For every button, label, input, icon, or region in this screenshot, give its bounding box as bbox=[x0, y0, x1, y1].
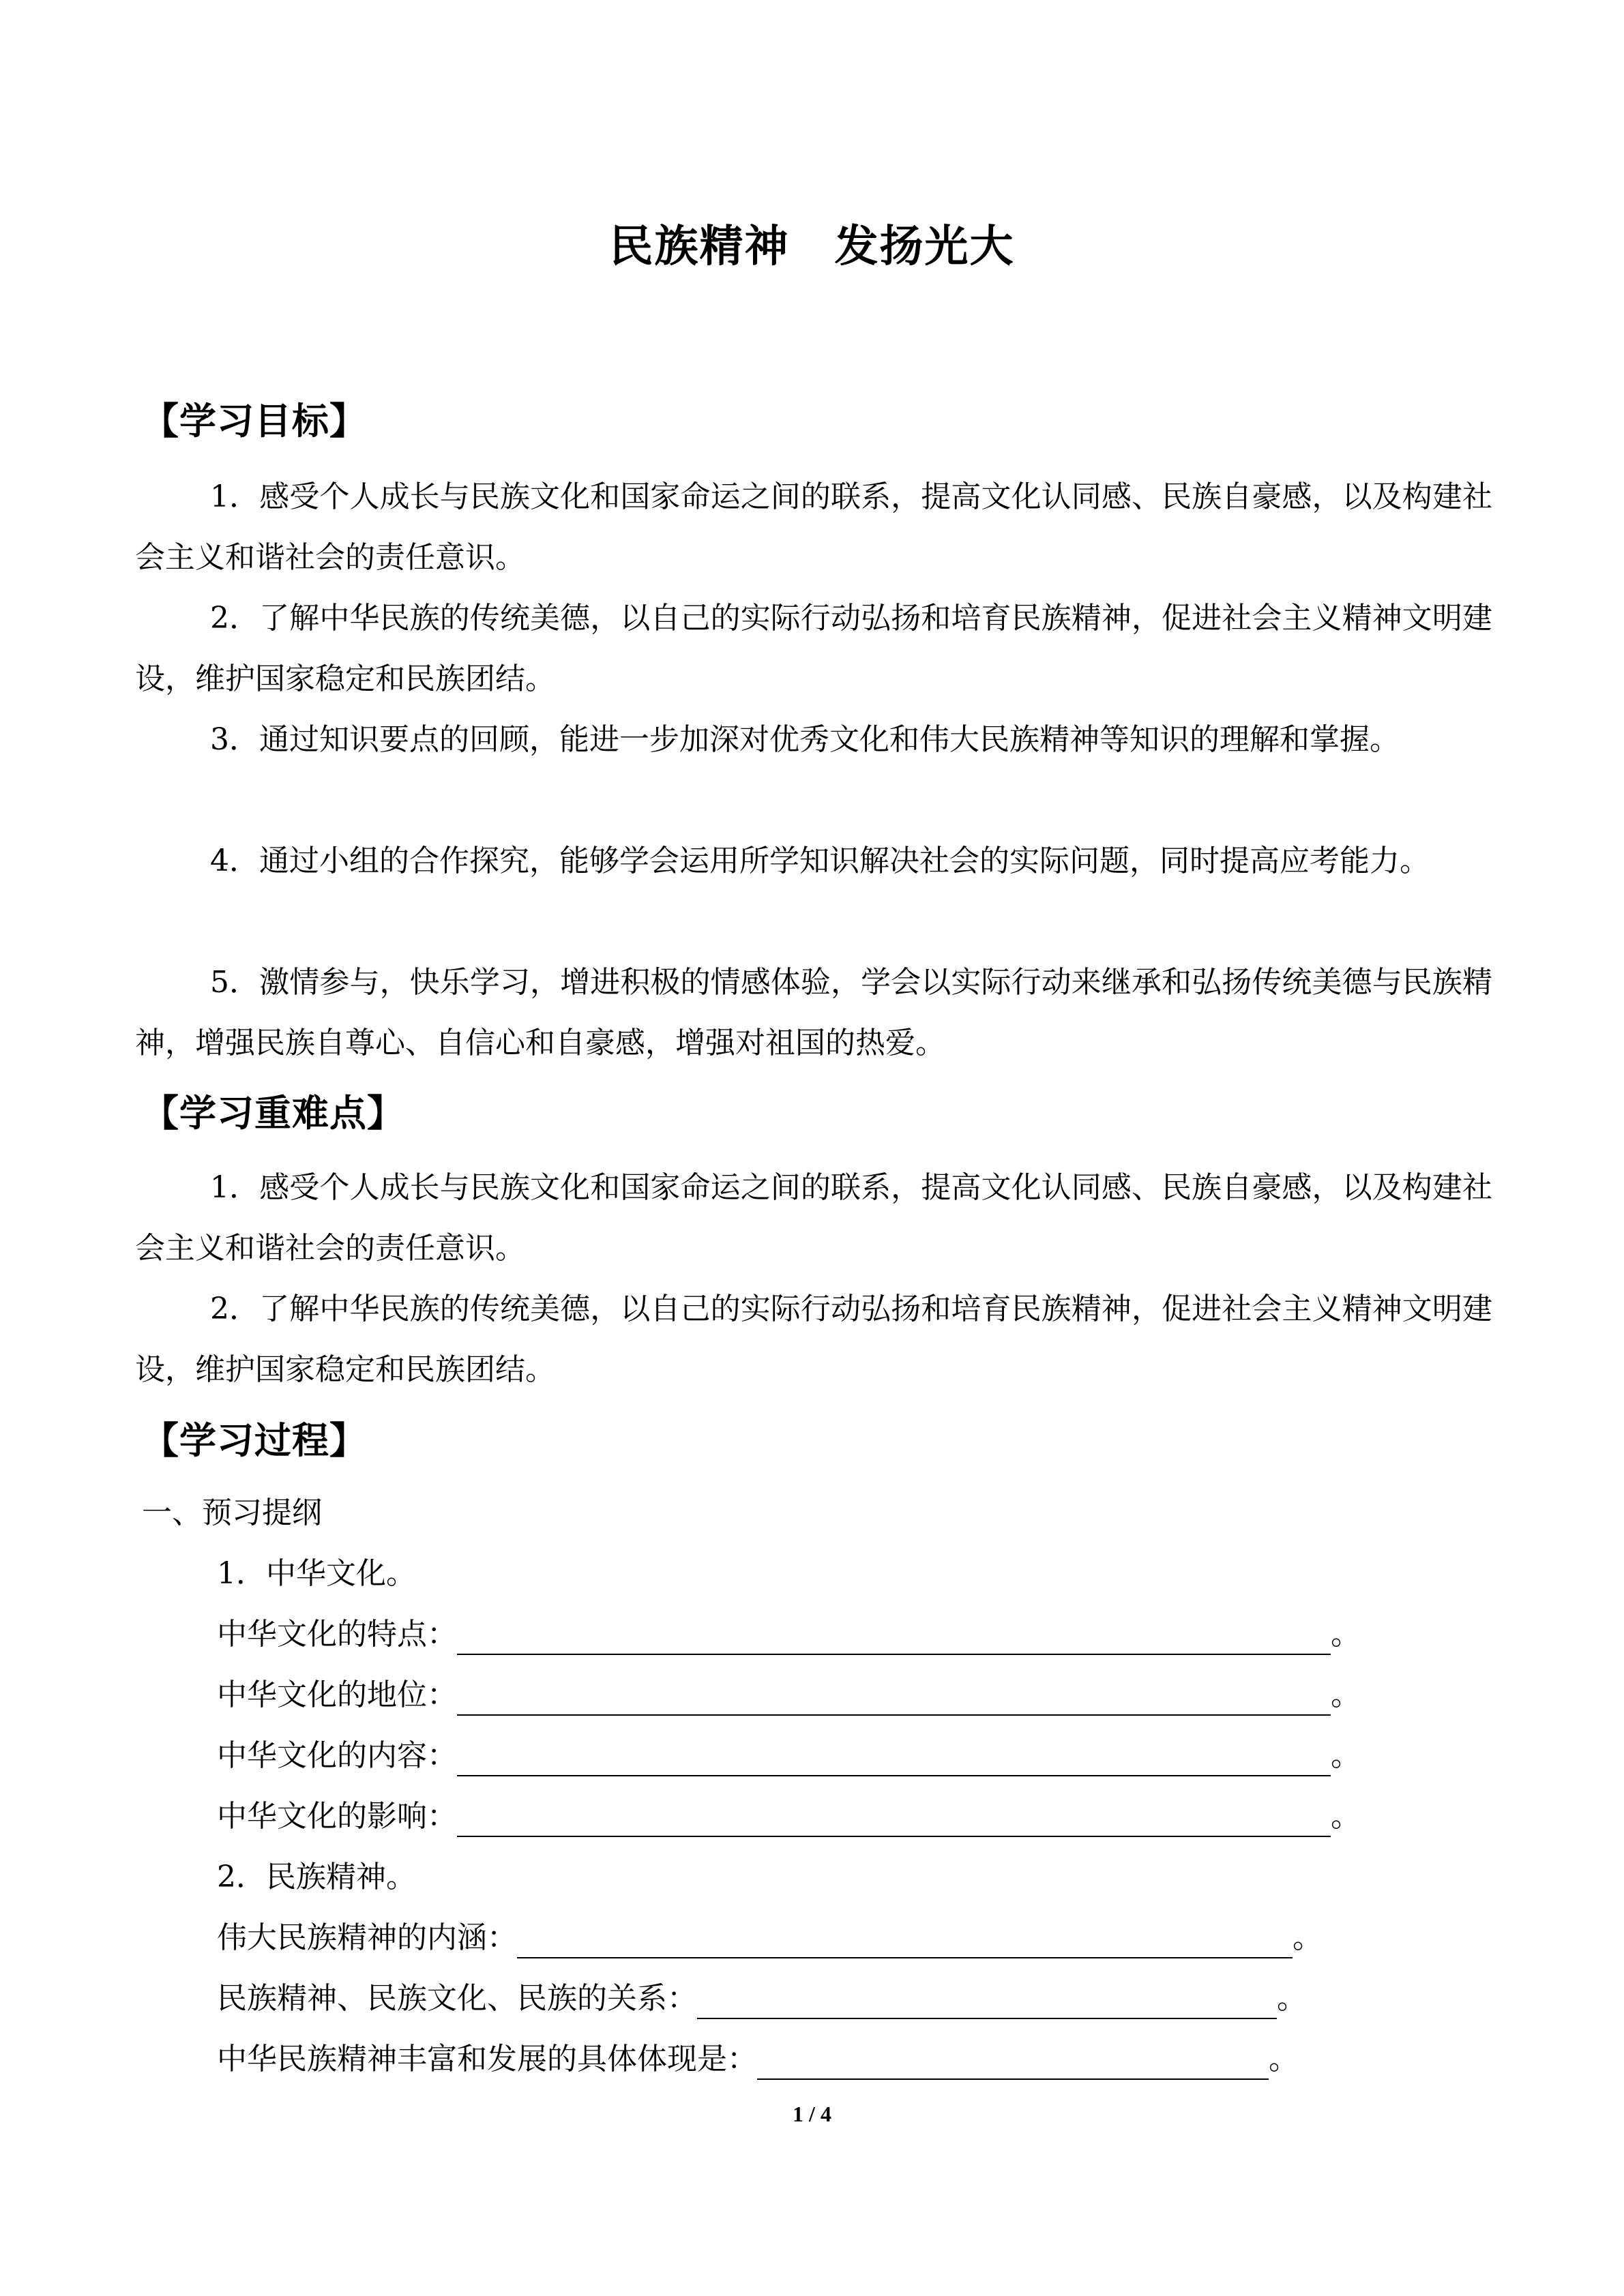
section-heading-key-points: 【学习重难点】 bbox=[142, 1092, 404, 1135]
answer-blank[interactable] bbox=[457, 1802, 1331, 1837]
section-heading-goals: 【学习目标】 bbox=[142, 400, 367, 443]
field-label: 中华文化的特点： bbox=[217, 1617, 457, 1652]
outline-title: 一、预习提纲 bbox=[142, 1495, 322, 1530]
key-point-item-2: 2．了解中华民族的传统美德，以自己的实际行动弘扬和培育民族精神，促进社会主义精神文明建设，维护国家稳定和民族团结。 bbox=[135, 1292, 1492, 1387]
field-label: 中华文化的影响： bbox=[217, 1799, 457, 1834]
spirit-field-connotation bbox=[217, 1918, 1323, 1958]
answer-blank[interactable] bbox=[517, 1923, 1293, 1958]
goal-item-5: 5．激情参与，快乐学习，增进积极的情感体验，学会以实际行动来继承和弘扬传统美德与民族精神，增强民族自尊心、自信心和自豪感，增强对祖国的热爱。 bbox=[135, 965, 1492, 1060]
page-title: 民族精神 发扬光大 bbox=[609, 222, 1015, 272]
field-end: 。 bbox=[1293, 1920, 1323, 1955]
field-end: 。 bbox=[1331, 1617, 1361, 1652]
answer-blank[interactable] bbox=[457, 1680, 1331, 1716]
culture-title: 1．中华文化。 bbox=[217, 1556, 416, 1591]
field-end: 。 bbox=[1331, 1799, 1361, 1834]
goal-item-4: 4．通过小组的合作探究，能够学会运用所学知识解决社会的实际问题，同时提高应考能力。 bbox=[210, 844, 1430, 878]
goal-item-2: 2．了解中华民族的传统美德，以自己的实际行动弘扬和培育民族精神，促进社会主义精神文明建设，维护国家稳定和民族团结。 bbox=[135, 601, 1492, 696]
key-point-item-1: 1．感受个人成长与民族文化和国家命运之间的联系，提高文化认同感、民族自豪感，以及构建社会主义和谐社会的责任意识。 bbox=[135, 1170, 1492, 1266]
culture-field-content bbox=[217, 1735, 1361, 1776]
field-label: 中华文化的内容： bbox=[217, 1738, 457, 1773]
field-end: 。 bbox=[1269, 2042, 1299, 2076]
field-label: 中华民族精神丰富和发展的具体体现是： bbox=[217, 2042, 757, 2076]
culture-field-status bbox=[217, 1675, 1361, 1716]
spirit-field-embodiment bbox=[217, 2039, 1299, 2080]
section-heading-process: 【学习过程】 bbox=[142, 1419, 367, 1462]
answer-blank[interactable] bbox=[697, 1984, 1277, 2019]
answer-blank[interactable] bbox=[457, 1620, 1331, 1655]
spirit-field-relation bbox=[217, 1978, 1307, 2019]
field-end: 。 bbox=[1331, 1678, 1361, 1712]
field-end: 。 bbox=[1331, 1738, 1361, 1773]
answer-blank[interactable] bbox=[457, 1741, 1331, 1776]
spirit-title: 2．民族精神。 bbox=[217, 1860, 416, 1894]
page-number: 1 / 4 bbox=[793, 2102, 831, 2126]
field-end: 。 bbox=[1277, 1981, 1307, 2016]
field-label: 民族精神、民族文化、民族的关系： bbox=[217, 1981, 697, 2016]
culture-field-traits bbox=[217, 1614, 1361, 1655]
field-label: 中华文化的地位： bbox=[217, 1678, 457, 1712]
answer-blank[interactable] bbox=[757, 2044, 1269, 2080]
goal-item-1: 1．感受个人成长与民族文化和国家命运之间的联系，提高文化认同感、民族自豪感，以及构建社会主义和谐社会的责任意识。 bbox=[135, 479, 1492, 575]
field-label: 伟大民族精神的内涵： bbox=[217, 1920, 517, 1955]
culture-field-influence bbox=[217, 1796, 1361, 1837]
goal-item-3: 3．通过知识要点的回顾，能进一步加深对优秀文化和伟大民族精神等知识的理解和掌握。 bbox=[210, 722, 1400, 757]
